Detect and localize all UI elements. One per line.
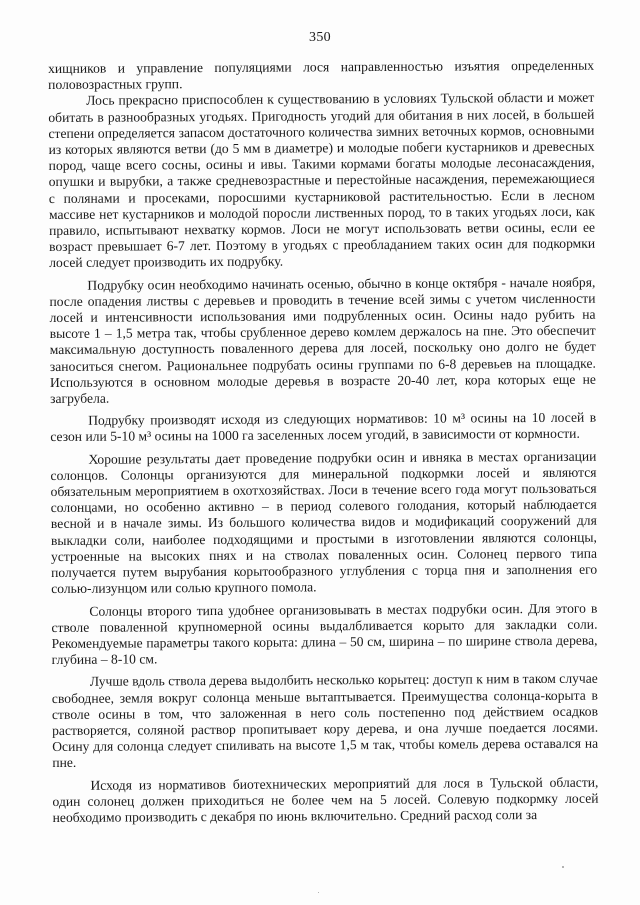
paragraph-trough-advantages: Лучше вдоль ствола дерева выдолбить несколько корытец: доступ к ним в таком случае свободнее, земля вокруг солонца меньше вытаптывается. Преимущества солонца-корыта в стволе осины в том, что заложенная в него соль постепенно под действием осадков растворяется, соляной раствор пропитывает кору дерева, и она лучше поедается лосями. Осину для солонца следует спиливать на высоте 1,5 м так, чтобы комель дерева оставался на пне. <box>51 670 599 771</box>
paragraph-moose-habitat: Лось прекрасно приспособлен к существованию в условиях Тульской области и может обитать в разнообразных угодьях. Пригодность угодий для обитания в них лосей, в большей степени определяется запасом достаточного количества зимних веточных кормов, основными из которых являются ветви (до 5 мм в диаметре) и молодые побеги кустарников и древесных пород, чаще всего сосны, осины и ивы. Такими кормами богаты молодые лесонасаждения, опушки и вырубки, а также средневозрастные и перестойные насаждения, перемежающиеся с полянами и просеками, поросшими кустарниковой растительностью. Если в лесном массиве нет кустарников и молодой поросли лиственных пород, то в таких угодьях лоси, как правило, испытывают нехватку кормов. Лоси не могут использовать ветви осины, если ее возраст превышает 6-7 лет. Поэтому в угодьях с преобладанием таких осин для подкормки лосей следует производить их подрубку. <box>48 90 596 271</box>
paragraph-lick-norms: Исходя из нормативов биотехнических мероприятий для лося в Тульской области, один солонец должен приходиться не более чем на 5 лосей. Солевую подкормку лосей необходимо производить с декабря по июнь включительно. Средний расход соли за <box>52 774 599 825</box>
scan-speck <box>318 892 319 893</box>
paragraph-second-type-licks: Солонцы второго типа удобнее организовывать в местах подрубки осин. Для этого в стволе поваленной крупномерной осины выдалбливается корыто для закладки соли. Рекомендуемые параметры такого корыта: длина – 50 см, ширина – по ширине ствола дерева, глубина – 8-10 см. <box>51 600 598 668</box>
page-number: 350 <box>309 30 331 45</box>
paragraph-salt-licks: Хорошие результаты дает проведение подрубки осин и ивняка в местах организации солонцов. Солонцы организуются для минеральной подкормки лосей и являются обязательным мероприятием в охотхозяйствах. Лоси в течение всего года могут пользоваться солонцами, но особенно активно – в период солевого голодания, который наблюдается весной и в начале зимы. Из большого количества видов и модификаций сооружений для выкладки соли, наиболее подходящими и простыми в изготовлении являются солонцы, устроенные на высоких пнях и на стволах поваленных осин. Солонец первого типа получается путем вырубания корытообразного углубления с торца пня и заполнения его солью-лизунцом или солью крупного помола. <box>50 448 598 597</box>
paragraph-aspen-cutting: Подрубку осин необходимо начинать осенью, обычно в конце октября - начале ноября, после опадения листвы с деревьев и проводить в течение всей зимы с учетом численности лосей и интенсивности использования ими подрубленных осин. Осины надо рубить на высоте 1 – 1,5 метра так, чтобы срубленное дерево комлем держалось на пне. Это обеспечит максимальную доступность поваленного дерева для лосей, поскольку оно долго не будет заноситься снегом. Рациональнее подрубать осины группами по 6-8 деревьев на площадке. Используются в основном молодые деревья в возрасте 20-40 лет, кора которых еще не загрубела. <box>49 274 596 407</box>
paragraph-continuation: хищников и управление популяциями лося направленностью изъятия определенных половозрастных групп. <box>48 57 595 93</box>
paragraph-cutting-norms: Подрубку производят исходя из следующих нормативов: 10 м³ осины на 10 лосей в сезон или 5-10 м³ осины на 1000 га заселенных лосем угодий, в зависимости от кормности. <box>50 409 597 445</box>
scan-speck <box>562 866 564 868</box>
body-text <box>48 58 599 826</box>
